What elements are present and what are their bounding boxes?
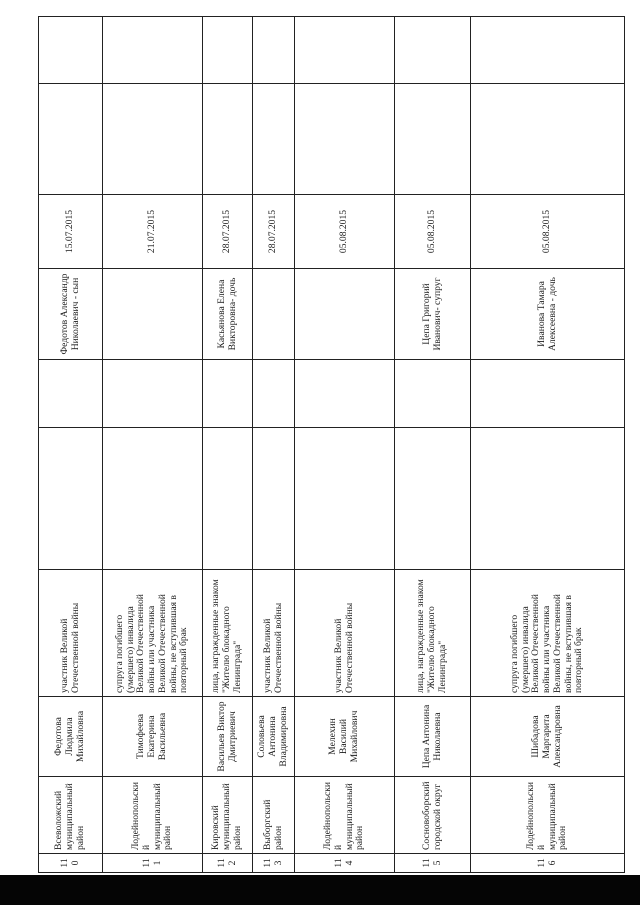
- category-cell: участник Великой Отечественной войны: [253, 570, 295, 697]
- empty-cell: [395, 84, 471, 195]
- date-cell: 05.08.2015: [471, 195, 625, 269]
- row-number: 112: [203, 854, 253, 873]
- empty-cell: [471, 428, 625, 570]
- district-cell: Выборгский район: [253, 777, 295, 854]
- district-cell: Сосновоборский городской округ: [395, 777, 471, 854]
- category-cell: супруга погибшего (умершего) инвалида Великой Отечественной войны или участника Великой Отечественной войны, не вступившая в повторный брак: [471, 570, 625, 697]
- row-number: 111: [103, 854, 203, 873]
- relative-cell: [253, 269, 295, 360]
- row-number: 114: [295, 854, 395, 873]
- relative-cell: Федотов Александр Николаевич - сын: [39, 269, 103, 360]
- district-cell: Лодейнопольский муниципальный район: [471, 777, 625, 854]
- empty-cell: [203, 428, 253, 570]
- empty-cell: [39, 84, 103, 195]
- rotated-document: [38, 17, 624, 873]
- empty-cell: [395, 360, 471, 428]
- empty-cell: [39, 17, 103, 84]
- district-cell: Кировский муниципальный район: [203, 777, 253, 854]
- empty-cell: [203, 360, 253, 428]
- relative-cell: Цепа Григорий Иванович- супруг: [395, 269, 471, 360]
- date-cell: 28.07.2015: [203, 195, 253, 269]
- row-number: 115: [395, 854, 471, 873]
- empty-cell: [203, 17, 253, 84]
- name-cell: Соловьева Антонина Владимировна: [253, 697, 295, 777]
- empty-cell: [295, 84, 395, 195]
- empty-cell: [253, 360, 295, 428]
- date-cell: 21.07.2015: [103, 195, 203, 269]
- category-cell: участник Великой Отечественной войны: [39, 570, 103, 697]
- empty-cell: [253, 428, 295, 570]
- table-row: [471, 17, 625, 873]
- relative-cell: [295, 269, 395, 360]
- empty-cell: [471, 17, 625, 84]
- relative-cell: [103, 269, 203, 360]
- name-cell: Цепа Антонина Николаевна: [395, 697, 471, 777]
- name-cell: Мелехин Василий Михайлович: [295, 697, 395, 777]
- empty-cell: [203, 84, 253, 195]
- table-row: [295, 17, 395, 873]
- name-cell: Федотова Людмила Михайловна: [39, 697, 103, 777]
- empty-cell: [395, 17, 471, 84]
- table-row: [203, 17, 253, 873]
- district-cell: Лодейнопольский муниципальный район: [295, 777, 395, 854]
- table-row: [103, 17, 203, 873]
- empty-cell: [295, 360, 395, 428]
- registry-table: [38, 16, 625, 873]
- date-cell: 28.07.2015: [253, 195, 295, 269]
- empty-cell: [103, 360, 203, 428]
- empty-cell: [295, 17, 395, 84]
- empty-cell: [39, 428, 103, 570]
- row-number: 110: [39, 854, 103, 873]
- name-cell: Васильев Виктор Дмитриевич: [203, 697, 253, 777]
- district-cell: Всеволожский муниципальный район: [39, 777, 103, 854]
- date-cell: 05.08.2015: [395, 195, 471, 269]
- empty-cell: [103, 17, 203, 84]
- date-cell: 05.08.2015: [295, 195, 395, 269]
- empty-cell: [103, 428, 203, 570]
- category-cell: лица, награжденные знаком "Жителю блокадного Ленинграда": [395, 570, 471, 697]
- scan-dark-border: [0, 875, 640, 905]
- name-cell: Шибадова Маргарита Александровна: [471, 697, 625, 777]
- empty-cell: [253, 84, 295, 195]
- relative-cell: Касьянова Елена Викторовна- дочь: [203, 269, 253, 360]
- empty-cell: [471, 84, 625, 195]
- row-number: 113: [253, 854, 295, 873]
- empty-cell: [103, 84, 203, 195]
- empty-cell: [253, 17, 295, 84]
- row-number: 116: [471, 854, 625, 873]
- empty-cell: [295, 428, 395, 570]
- table-row: [39, 17, 103, 873]
- name-cell: Тимофеева Екатерина Васильевна: [103, 697, 203, 777]
- district-cell: Лодейнопольский муниципальный район: [103, 777, 203, 854]
- empty-cell: [395, 428, 471, 570]
- table-row: [395, 17, 471, 873]
- empty-cell: [471, 360, 625, 428]
- category-cell: лица, награжденные знаком "Жителю блокадного Ленинграда": [203, 570, 253, 697]
- date-cell: 15.07.2015: [39, 195, 103, 269]
- empty-cell: [39, 360, 103, 428]
- category-cell: супруга погибшего (умершего) инвалида Великой Отечественной войны или участника Великой Отечественной войны, не вступившая в повторный брак: [103, 570, 203, 697]
- table-row: [253, 17, 295, 873]
- relative-cell: Иванова Тамара Алексеевна - дочь: [471, 269, 625, 360]
- category-cell: участник Великой Отечественной войны: [295, 570, 395, 697]
